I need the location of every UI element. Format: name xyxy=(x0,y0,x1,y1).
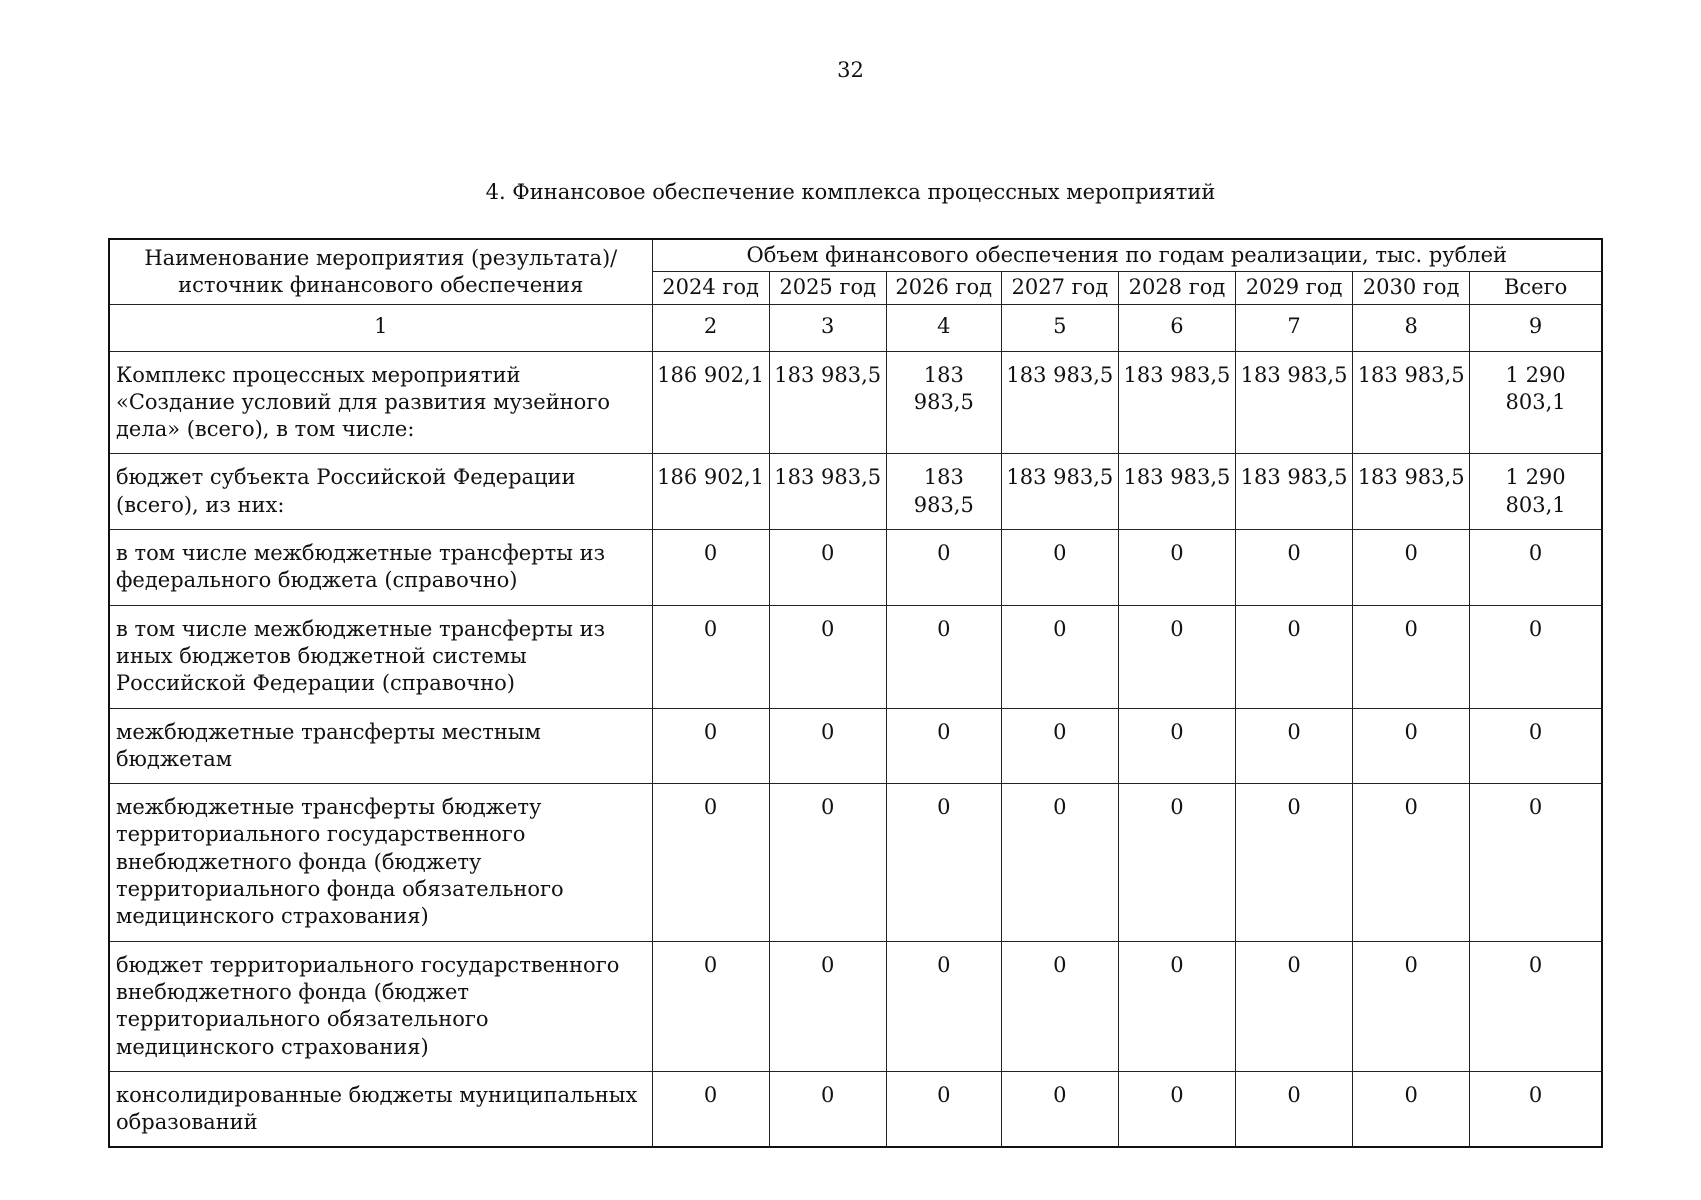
row-value-cell: 0 xyxy=(1236,941,1353,1071)
row-value-cell: 0 xyxy=(1470,605,1602,708)
table-row xyxy=(109,454,1602,530)
row-name-cell: бюджет субъекта Российской Федерации (всего), из них: xyxy=(109,454,652,530)
table-row xyxy=(109,351,1602,454)
row-value-cell: 186 902,1 xyxy=(652,351,769,454)
row-value-cell: 0 xyxy=(886,941,1001,1071)
row-value-cell: 0 xyxy=(1470,941,1602,1071)
table-row xyxy=(109,784,1602,941)
row-value-cell: 183 983,5 xyxy=(1353,351,1470,454)
row-value-cell: 0 xyxy=(652,530,769,606)
header-year-cell: 2025 год xyxy=(769,272,886,304)
header-year-cell: 2024 год xyxy=(652,272,769,304)
row-value-cell: 0 xyxy=(1353,530,1470,606)
row-value-cell: 0 xyxy=(1353,941,1470,1071)
table-row xyxy=(109,708,1602,784)
row-value-cell: 0 xyxy=(769,784,886,941)
row-value-cell: 0 xyxy=(1470,708,1602,784)
index-cell: 8 xyxy=(1353,304,1470,351)
header-year-cell: 2030 год xyxy=(1353,272,1470,304)
row-value-cell: 0 xyxy=(1470,784,1602,941)
header-name-cell xyxy=(109,239,652,304)
row-value-cell: 183 983,5 xyxy=(1118,454,1235,530)
row-value-cell: 0 xyxy=(1236,784,1353,941)
row-value-cell: 0 xyxy=(1001,605,1118,708)
row-name-cell: в том числе межбюджетные трансферты из иных бюджетов бюджетной системы Российской Федерации (справочно) xyxy=(109,605,652,708)
page-number: 32 xyxy=(837,58,864,82)
row-value-cell: 183 983,5 xyxy=(1118,351,1235,454)
row-value-cell: 0 xyxy=(1001,941,1118,1071)
table-header-row xyxy=(109,239,1602,272)
index-cell: 1 xyxy=(109,304,652,351)
table-row xyxy=(109,941,1602,1071)
row-value-cell: 0 xyxy=(769,941,886,1071)
index-cell: 2 xyxy=(652,304,769,351)
row-value-cell: 0 xyxy=(1118,784,1235,941)
row-name-cell: межбюджетные трансферты бюджету территориального государственного внебюджетного фонда (бюджету территориального фонда обязательного медицинского страхования) xyxy=(109,784,652,941)
row-value-cell: 0 xyxy=(1353,708,1470,784)
table-row xyxy=(109,530,1602,606)
row-value-cell: 0 xyxy=(1353,605,1470,708)
index-cell: 6 xyxy=(1118,304,1235,351)
row-value-cell: 0 xyxy=(1118,605,1235,708)
index-cell: 5 xyxy=(1001,304,1118,351)
row-value-cell: 0 xyxy=(1236,1071,1353,1147)
row-value-cell: 0 xyxy=(886,605,1001,708)
row-value-cell: 0 xyxy=(652,1071,769,1147)
row-name-cell: Комплекс процессных мероприятий «Создание условий для развития музейного дела» (всего), в том числе: xyxy=(109,351,652,454)
row-value-cell: 0 xyxy=(1470,1071,1602,1147)
row-value-cell: 0 xyxy=(886,1071,1001,1147)
row-value-cell: 183 983,5 xyxy=(769,454,886,530)
row-value-cell: 0 xyxy=(1353,1071,1470,1147)
header-year-cell: 2026 год xyxy=(886,272,1001,304)
row-value-cell: 0 xyxy=(1001,708,1118,784)
row-value-cell: 0 xyxy=(652,605,769,708)
row-value-cell: 0 xyxy=(1118,708,1235,784)
row-value-cell: 0 xyxy=(769,1071,886,1147)
row-value-cell: 0 xyxy=(769,605,886,708)
row-value-cell: 183 983,5 xyxy=(1236,454,1353,530)
row-value-cell: 183 983,5 xyxy=(1001,351,1118,454)
row-value-cell: 0 xyxy=(1236,530,1353,606)
row-value-cell: 0 xyxy=(652,941,769,1071)
row-value-cell: 0 xyxy=(1353,784,1470,941)
row-value-cell: 0 xyxy=(652,708,769,784)
section-title: 4. Финансовое обеспечение комплекса процессных мероприятий xyxy=(485,180,1216,204)
row-value-cell: 0 xyxy=(1001,1071,1118,1147)
row-name-cell: в том числе межбюджетные трансферты из федерального бюджета (справочно) xyxy=(109,530,652,606)
row-name-cell: межбюджетные трансферты местным бюджетам xyxy=(109,708,652,784)
header-year-cell: 2029 год xyxy=(1236,272,1353,304)
row-value-cell: 1 290 803,1 xyxy=(1470,454,1602,530)
table-row xyxy=(109,605,1602,708)
table-row xyxy=(109,1071,1602,1147)
header-year-cell: 2028 год xyxy=(1118,272,1235,304)
row-value-cell: 183 983,5 xyxy=(886,351,1001,454)
row-value-cell: 0 xyxy=(1118,530,1235,606)
row-value-cell: 183 983,5 xyxy=(886,454,1001,530)
row-value-cell: 0 xyxy=(886,708,1001,784)
header-volume-cell: Объем финансового обеспечения по годам реализации, тыс. рублей xyxy=(652,239,1602,272)
index-cell: 4 xyxy=(886,304,1001,351)
row-value-cell: 0 xyxy=(769,708,886,784)
row-value-cell: 0 xyxy=(1001,784,1118,941)
row-value-cell: 1 290 803,1 xyxy=(1470,351,1602,454)
row-name-cell: консолидированные бюджеты муниципальных образований xyxy=(109,1071,652,1147)
row-value-cell: 0 xyxy=(769,530,886,606)
table-index-row xyxy=(109,304,1602,351)
index-cell: 7 xyxy=(1236,304,1353,351)
row-value-cell: 0 xyxy=(1236,708,1353,784)
row-value-cell: 0 xyxy=(1236,605,1353,708)
financing-table xyxy=(108,238,1603,1148)
row-name-cell: бюджет территориального государственного внебюджетного фонда (бюджет территориального обязательного медицинского страхования) xyxy=(109,941,652,1071)
header-name-line2: источник финансового обеспечения xyxy=(178,272,584,297)
row-value-cell: 0 xyxy=(1118,941,1235,1071)
row-value-cell: 0 xyxy=(652,784,769,941)
row-value-cell: 186 902,1 xyxy=(652,454,769,530)
header-name-line1: Наименование мероприятия (результата)/ xyxy=(144,245,618,270)
row-value-cell: 183 983,5 xyxy=(1353,454,1470,530)
index-cell: 3 xyxy=(769,304,886,351)
row-value-cell: 0 xyxy=(1118,1071,1235,1147)
row-value-cell: 183 983,5 xyxy=(1236,351,1353,454)
row-value-cell: 0 xyxy=(886,530,1001,606)
row-value-cell: 0 xyxy=(1001,530,1118,606)
row-value-cell: 183 983,5 xyxy=(1001,454,1118,530)
header-year-cell: 2027 год xyxy=(1001,272,1118,304)
header-year-cell: Всего xyxy=(1470,272,1602,304)
row-value-cell: 183 983,5 xyxy=(769,351,886,454)
row-value-cell: 0 xyxy=(886,784,1001,941)
index-cell: 9 xyxy=(1470,304,1602,351)
row-value-cell: 0 xyxy=(1470,530,1602,606)
